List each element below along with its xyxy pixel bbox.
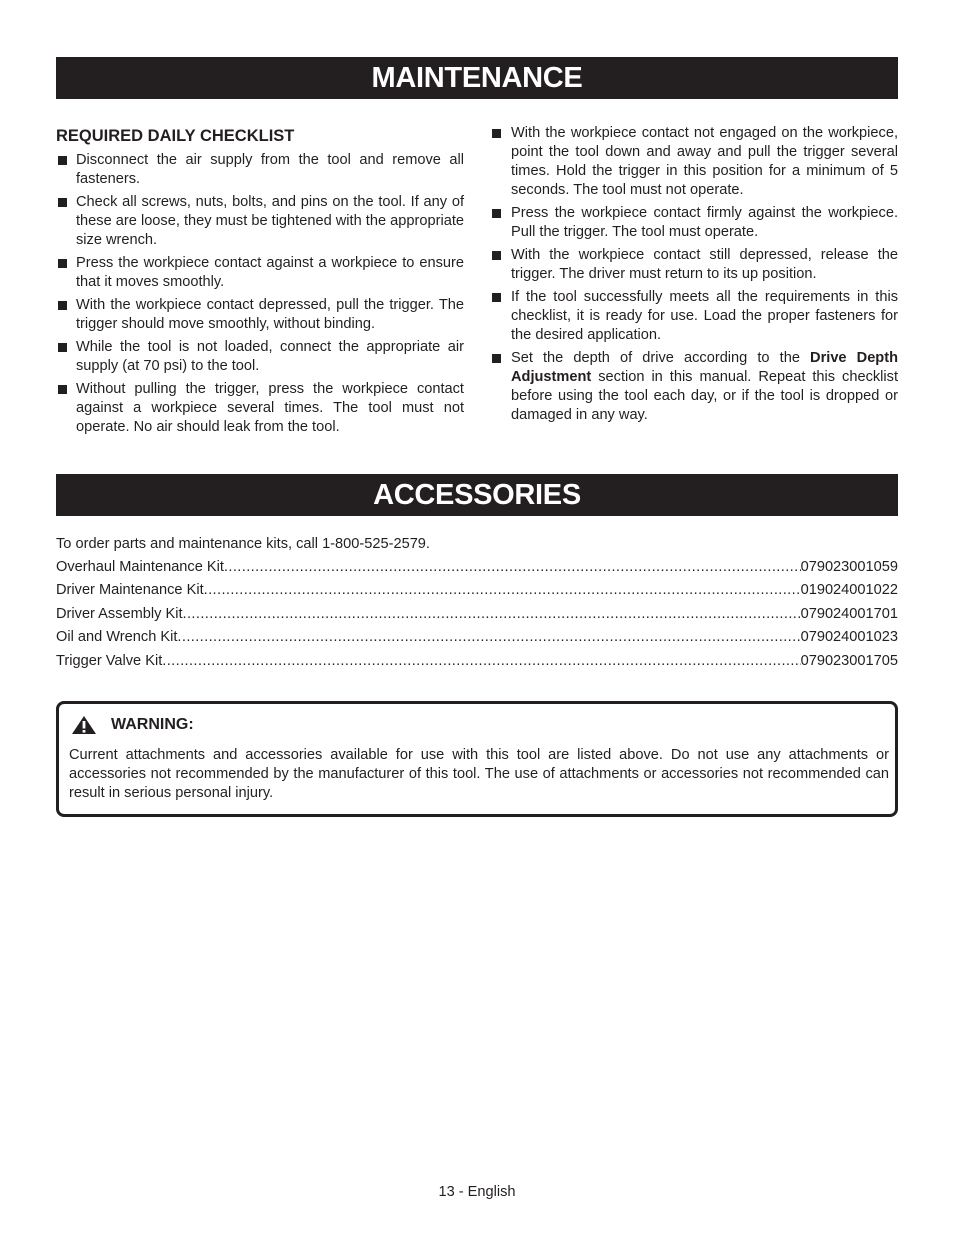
page-number: 13 - English: [438, 1184, 516, 1200]
bullet-square-icon: [58, 385, 67, 394]
checklist-right-column: [490, 124, 898, 429]
accessory-row: [56, 652, 898, 670]
checklist-item: Disconnect the air supply from the tool and remove all fasteners.: [56, 151, 464, 189]
bullet-square-icon: [58, 343, 67, 352]
accessory-name: Driver Assembly Kit: [56, 605, 183, 622]
checklist-item: Without pulling the trigger, press the workpiece contact against a workpiece several times. The tool must not operate. No air should leak from the tool.: [56, 380, 464, 437]
accessory-row: [56, 605, 898, 623]
bullet-square-icon: [58, 156, 67, 165]
warning-label: WARNING:: [111, 716, 194, 733]
accessories-heading: ACCESSORIES: [56, 474, 898, 516]
checklist-item: With the workpiece contact depressed, pull the trigger. The trigger should move smoothly, without binding.: [56, 296, 464, 334]
leader-dots: [162, 652, 800, 670]
bullet-square-icon: [492, 129, 501, 138]
checklist-item: Set the depth of drive according to the Drive Depth Adjustment section in this manual. Repeat this checklist before using the tool each day, or if the tool is dropped or damaged in any way.: [490, 349, 898, 425]
checklist-item: Check all screws, nuts, bolts, and pins on the tool. If any of these are loose, they must be tightened with the appropriate size wrench.: [56, 193, 464, 250]
leader-dots: [204, 581, 801, 599]
accessory-name: Trigger Valve Kit: [56, 652, 163, 669]
drive-depth-reference: Drive Depth Adjustment: [511, 350, 898, 385]
warning-text: Current attachments and accessories available for use with this tool are listed above. Do not use any attachments or accessories not recommended by the manufacturer of this tool. The use of attachments or accessories not recommended can result in serious personal injury.: [69, 747, 889, 801]
warning-box: [56, 701, 898, 817]
checklist-left-column: [56, 126, 464, 441]
accessory-row: [56, 581, 898, 599]
maintenance-heading: MAINTENANCE: [56, 57, 898, 99]
accessories-list: [56, 535, 898, 675]
accessories-intro: To order parts and maintenance kits, call 1-800-525-2579.: [56, 536, 430, 552]
leader-dots: [183, 605, 801, 623]
accessory-part-number: 079023001059: [800, 559, 898, 575]
bullet-square-icon: [492, 354, 501, 363]
checklist-list-right: [490, 124, 898, 425]
accessory-part-number: 079024001701: [800, 605, 898, 622]
accessory-name: Overhaul Maintenance Kit: [56, 559, 224, 575]
bullet-square-icon: [492, 251, 501, 260]
accessory-row: [56, 558, 898, 576]
bullet-square-icon: [58, 198, 67, 207]
checklist-list-left: [56, 151, 464, 437]
checklist-item: If the tool successfully meets all the requirements in this checklist, it is ready for use. Load the proper fasteners for the desired application.: [490, 288, 898, 345]
checklist-item: Press the workpiece contact firmly against the workpiece. Pull the trigger. The tool must operate.: [490, 204, 898, 242]
leader-dots: [177, 628, 800, 646]
accessory-part-number: 079023001705: [800, 652, 898, 669]
bullet-square-icon: [58, 259, 67, 268]
checklist-item: With the workpiece contact still depressed, release the trigger. The driver must return to its up position.: [490, 246, 898, 284]
checklist-item: Press the workpiece contact against a workpiece to ensure that it moves smoothly.: [56, 254, 464, 292]
warning-header: [71, 715, 194, 735]
checklist-item: While the tool is not loaded, connect the appropriate air supply (at 70 psi) to the tool.: [56, 338, 464, 376]
warning-triangle-icon: [71, 715, 97, 735]
checklist-title: REQUIRED DAILY CHECKLIST: [56, 127, 295, 145]
accessory-part-number: 019024001022: [800, 582, 898, 599]
bullet-square-icon: [492, 293, 501, 302]
accessory-part-number: 079024001023: [800, 629, 898, 646]
bullet-square-icon: [492, 209, 501, 218]
leader-dots: [224, 558, 801, 576]
accessory-row: [56, 628, 898, 646]
accessory-name: Driver Maintenance Kit: [56, 582, 204, 599]
bullet-square-icon: [58, 301, 67, 310]
checklist-item: With the workpiece contact not engaged on the workpiece, point the tool down and away and pull the trigger several times. Hold the trigger in this position for a minimum of 5 seconds. The tool must not operate.: [490, 124, 898, 200]
accessory-name: Oil and Wrench Kit: [56, 629, 178, 646]
